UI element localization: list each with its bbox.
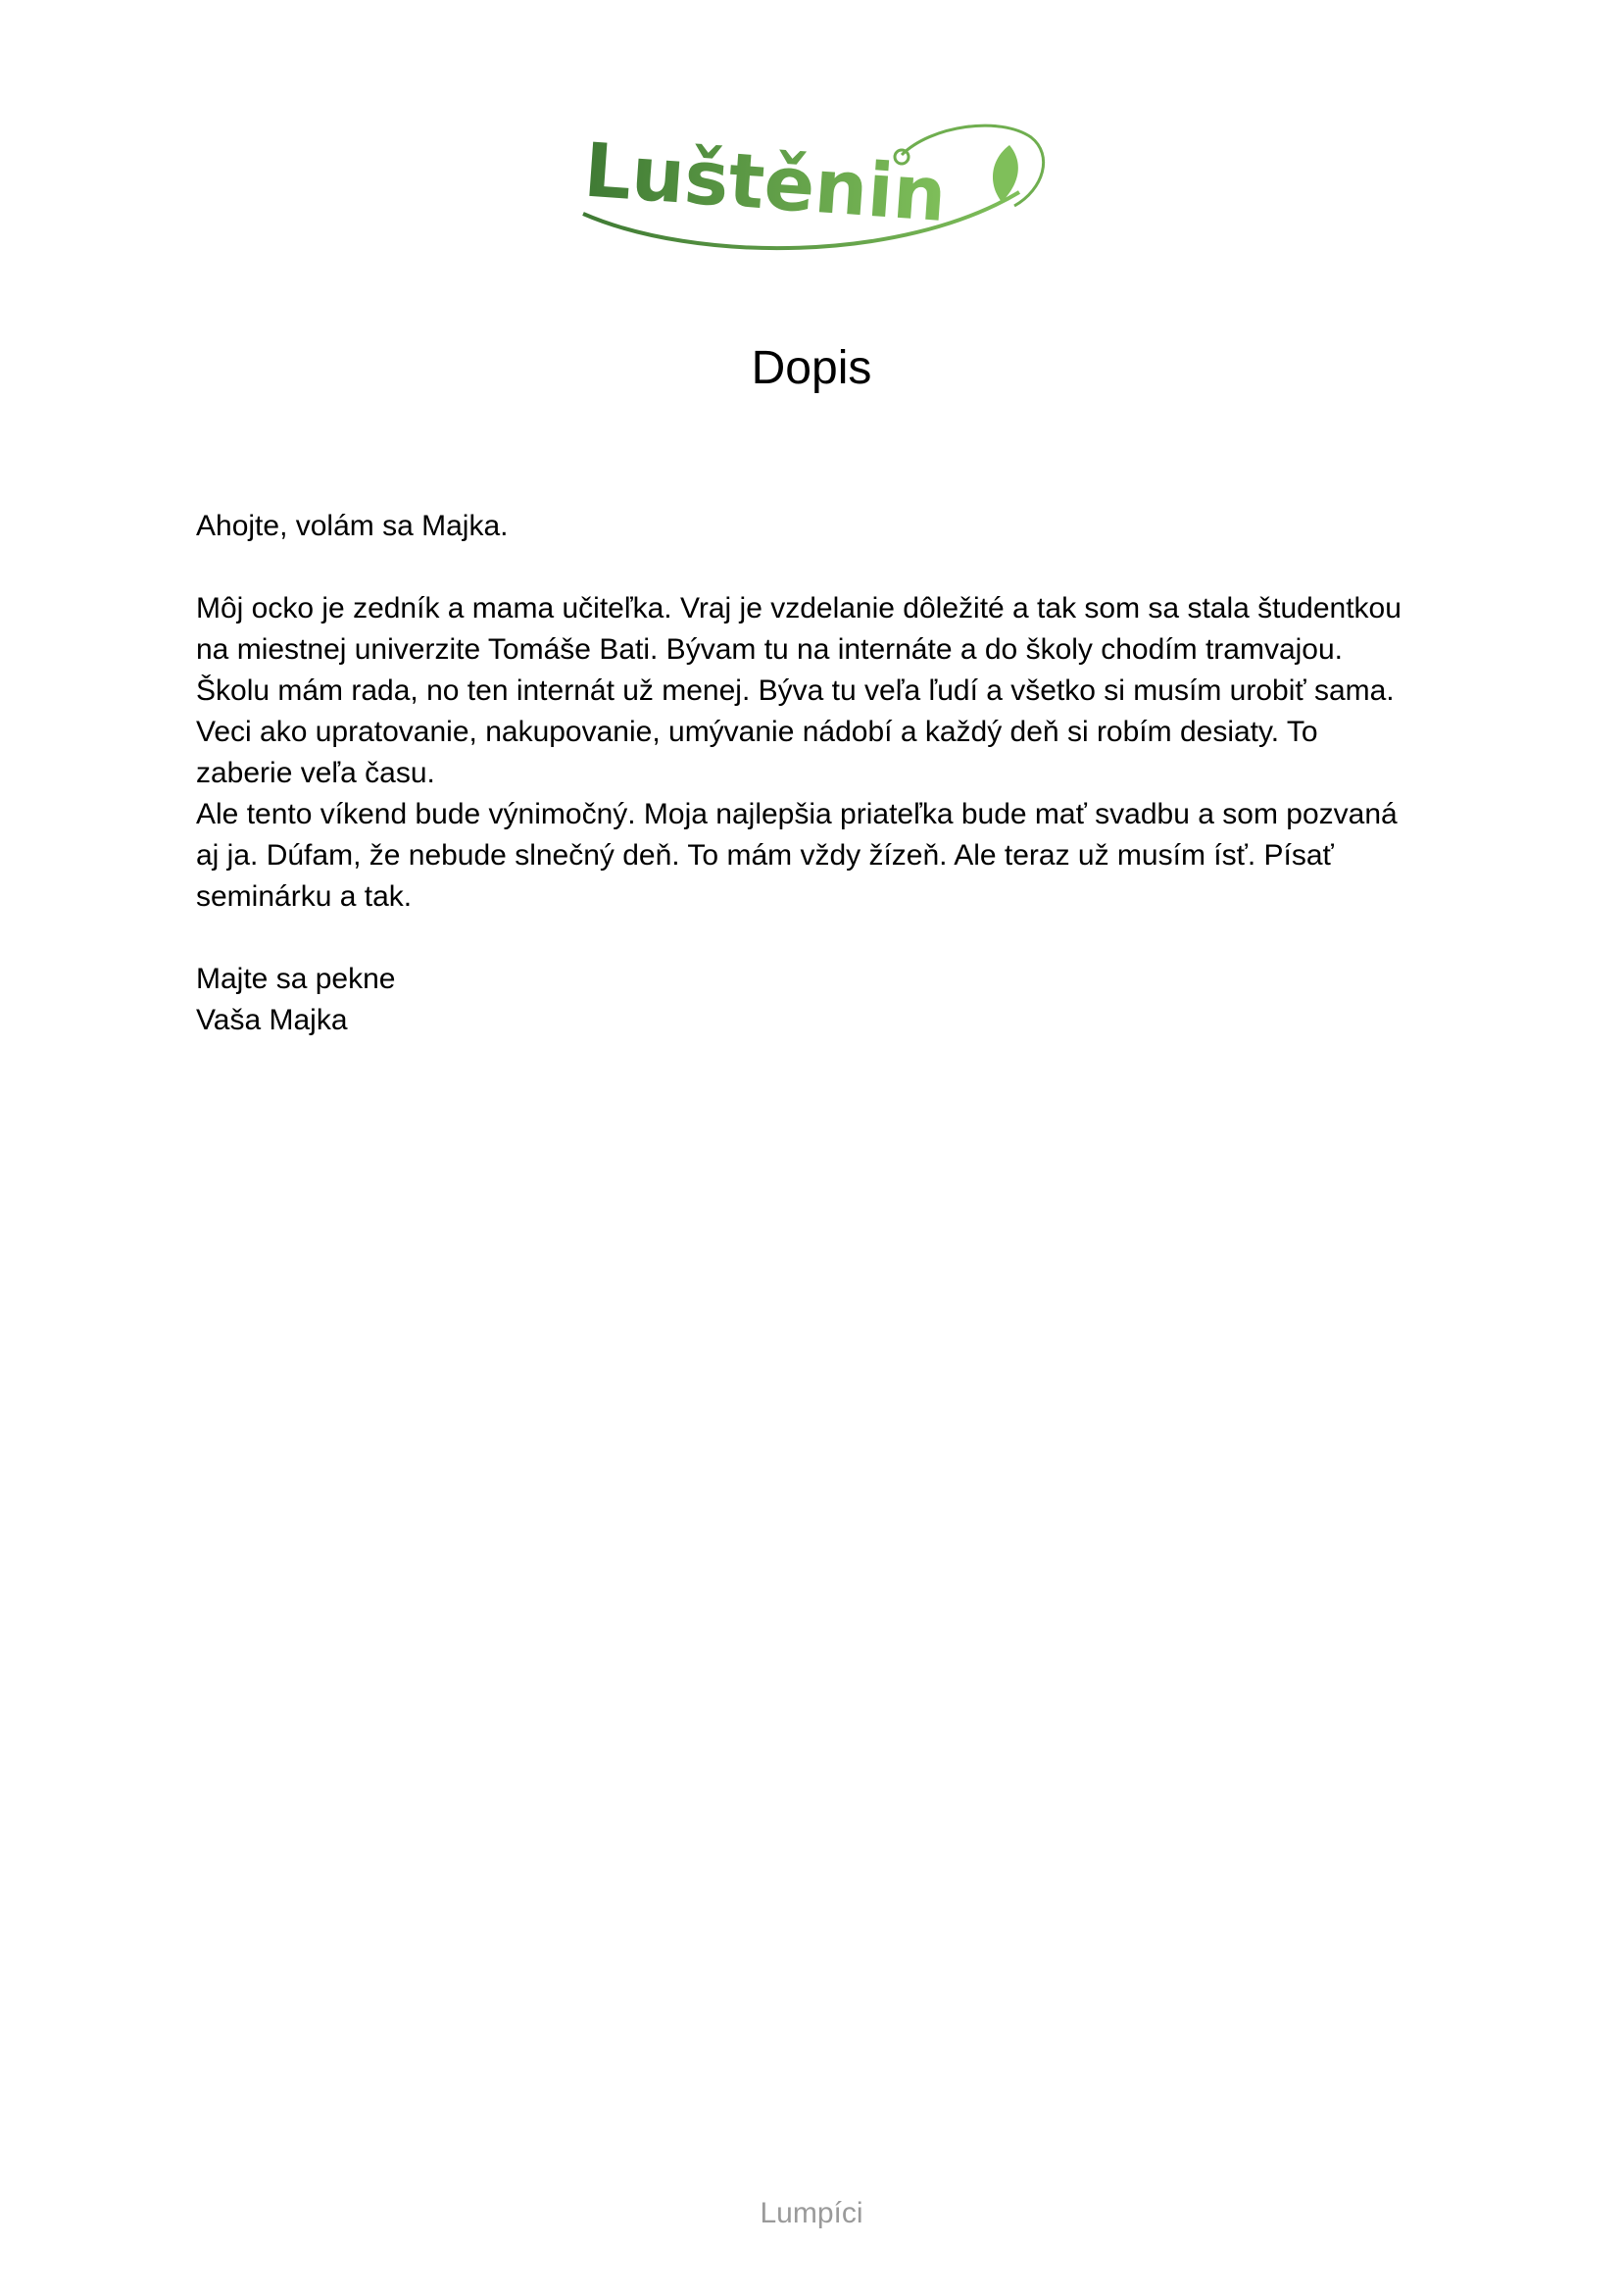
spacer bbox=[196, 918, 1470, 959]
logo-graphic bbox=[578, 116, 1049, 258]
paragraph-line: zaberie veľa času. bbox=[196, 757, 435, 789]
signature: Vaša Majka bbox=[196, 1004, 348, 1036]
greeting: Ahojte, volám sa Majka. bbox=[196, 510, 509, 542]
footer-text: Lumpíci bbox=[760, 2197, 863, 2229]
paragraph-line: Ale tento víkend bude výnimočný. Moja najlepšia priateľka bude mať svadbu a som pozvaná bbox=[196, 798, 1398, 830]
paragraph-line: Veci ako upratovanie, nakupovanie, umývanie nádobí a každý deň si robím desiaty. To bbox=[196, 716, 1318, 748]
spacer bbox=[196, 547, 1470, 588]
logo bbox=[578, 116, 1049, 258]
paragraph-line: Môj ocko je zedník a mama učiteľka. Vraj je vzdelanie dôležité a tak som sa stala študentkou bbox=[196, 592, 1402, 624]
paragraph-line: na miestnej univerzite Tomáše Bati. Bývam tu na internáte a do školy chodím tramvajou. bbox=[196, 633, 1344, 666]
paragraph-line: Školu mám rada, no ten internát už menej. Býva tu veľa ľudí a všetko si musím urobiť sama. bbox=[196, 674, 1395, 707]
paragraph-line: aj ja. Dúfam, že nebude slnečný deň. To mám vždy žízeň. Ale teraz už musím ísť. Písať bbox=[196, 839, 1334, 872]
document-title: Dopis bbox=[751, 342, 872, 394]
logo-text: Luštěnin bbox=[581, 125, 950, 239]
letter-body bbox=[196, 506, 1470, 1041]
closing: Majte sa pekne bbox=[196, 963, 396, 995]
paragraph-line: seminárku a tak. bbox=[196, 880, 413, 913]
